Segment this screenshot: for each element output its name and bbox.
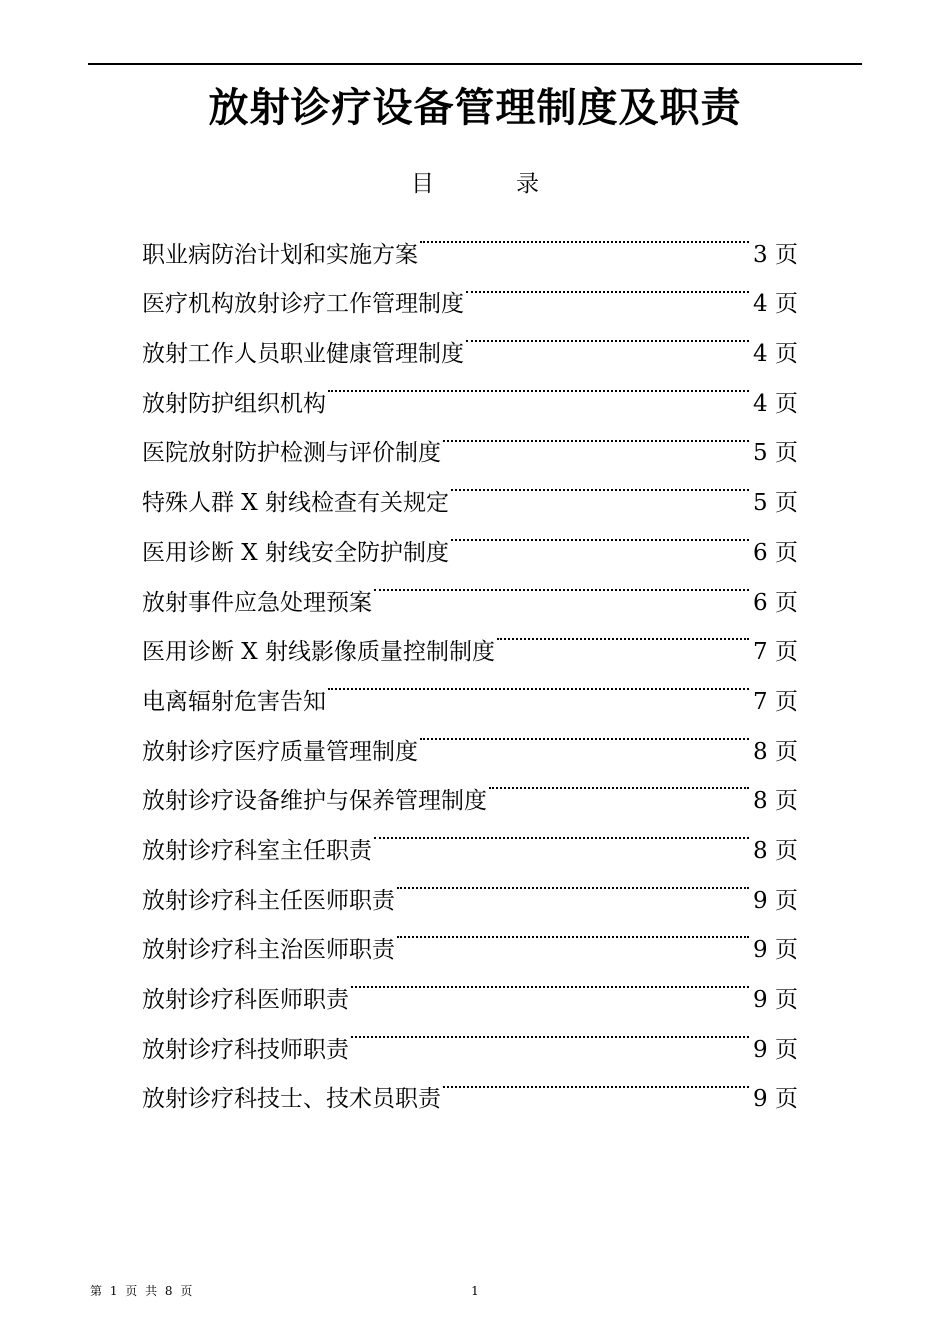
toc-leader-dots bbox=[464, 311, 751, 361]
toc-entry-page: 9 页 bbox=[753, 1036, 798, 1063]
toc-leader-dots bbox=[395, 908, 751, 958]
footer-page-info: 第 1 页 共 8 页 bbox=[90, 1284, 195, 1298]
toc-entry-label: 医院放射防护检测与评价制度 bbox=[142, 440, 441, 467]
toc-leader-dots bbox=[349, 1007, 751, 1057]
toc-entry-page: 7 页 bbox=[753, 639, 798, 666]
toc-entry-page: 6 页 bbox=[753, 589, 798, 616]
toc-entry-page: 4 页 bbox=[753, 341, 798, 368]
toc-entry-page: 4 页 bbox=[753, 291, 798, 318]
toc-entry-page: 4 页 bbox=[753, 390, 798, 417]
toc-leader-dots bbox=[349, 957, 751, 1007]
toc-entry-page: 7 页 bbox=[753, 688, 798, 715]
toc-entry-label: 放射防护组织机构 bbox=[142, 390, 326, 417]
document-title: 放射诊疗设备管理制度及职责 bbox=[208, 85, 742, 131]
toc-entry-page: 8 页 bbox=[753, 738, 798, 765]
toc-entry-page: 9 页 bbox=[753, 887, 798, 914]
toc-heading: 目录 bbox=[411, 171, 621, 197]
toc-leader-dots bbox=[418, 212, 751, 262]
toc-entry-page: 9 页 bbox=[753, 1086, 798, 1113]
toc-entry-label: 特殊人群 X 射线检查有关规定 bbox=[142, 490, 449, 517]
toc-entry-label: 放射诊疗科技师职责 bbox=[142, 1036, 349, 1063]
toc-entry-label: 放射诊疗科主治医师职责 bbox=[142, 937, 395, 964]
toc-leader-dots bbox=[418, 709, 751, 759]
toc-entry-label: 放射诊疗科主任医师职责 bbox=[142, 887, 395, 914]
table-of-contents bbox=[142, 212, 798, 1113]
toc-leader-dots bbox=[495, 610, 751, 660]
toc-entry-label: 电离辐射危害告知 bbox=[142, 688, 326, 715]
toc-leader-dots bbox=[487, 759, 751, 809]
toc-entry-label: 放射诊疗科技士、技术员职责 bbox=[142, 1086, 441, 1113]
toc-entry-page: 5 页 bbox=[753, 490, 798, 517]
toc-leader-dots bbox=[372, 560, 751, 610]
toc-entry-page: 6 页 bbox=[753, 539, 798, 566]
toc-entry-label: 放射诊疗科医师职责 bbox=[142, 987, 349, 1013]
toc-leader-dots bbox=[449, 510, 751, 560]
footer-page-number: 1 bbox=[471, 1284, 479, 1298]
toc-entry-page: 5 页 bbox=[753, 440, 798, 467]
toc-entry-page: 8 页 bbox=[753, 837, 798, 864]
toc-leader-dots bbox=[326, 659, 751, 709]
toc-entry-label: 医用诊断 X 射线影像质量控制制度 bbox=[142, 639, 495, 666]
toc-leader-dots bbox=[326, 361, 751, 411]
toc-entry-page: 9 页 bbox=[753, 987, 798, 1013]
toc-entry-page: 9 页 bbox=[753, 937, 798, 964]
toc-entry-label: 医疗机构放射诊疗工作管理制度 bbox=[142, 291, 464, 318]
toc-entry-label: 放射诊疗科室主任职责 bbox=[142, 837, 372, 864]
toc-leader-dots bbox=[441, 411, 751, 461]
toc-leader-dots bbox=[395, 858, 751, 908]
toc-entry-label: 放射工作人员职业健康管理制度 bbox=[142, 341, 464, 368]
toc-leader-dots bbox=[464, 262, 751, 312]
toc-entry-label: 放射诊疗医疗质量管理制度 bbox=[142, 738, 418, 765]
toc-entry[interactable] bbox=[142, 212, 798, 268]
toc-entry-label: 职业病防治计划和实施方案 bbox=[142, 241, 418, 268]
toc-leader-dots bbox=[441, 1057, 751, 1107]
toc-entry-label: 放射诊疗设备维护与保养管理制度 bbox=[142, 788, 487, 815]
header-rule bbox=[88, 63, 862, 65]
toc-entry-label: 医用诊断 X 射线安全防护制度 bbox=[142, 539, 449, 566]
toc-leader-dots bbox=[449, 460, 751, 510]
toc-leader-dots bbox=[372, 808, 751, 858]
toc-entry-label: 放射事件应急处理预案 bbox=[142, 589, 372, 616]
toc-entry-page: 8 页 bbox=[753, 788, 798, 815]
toc-entry-page: 3 页 bbox=[753, 241, 798, 268]
